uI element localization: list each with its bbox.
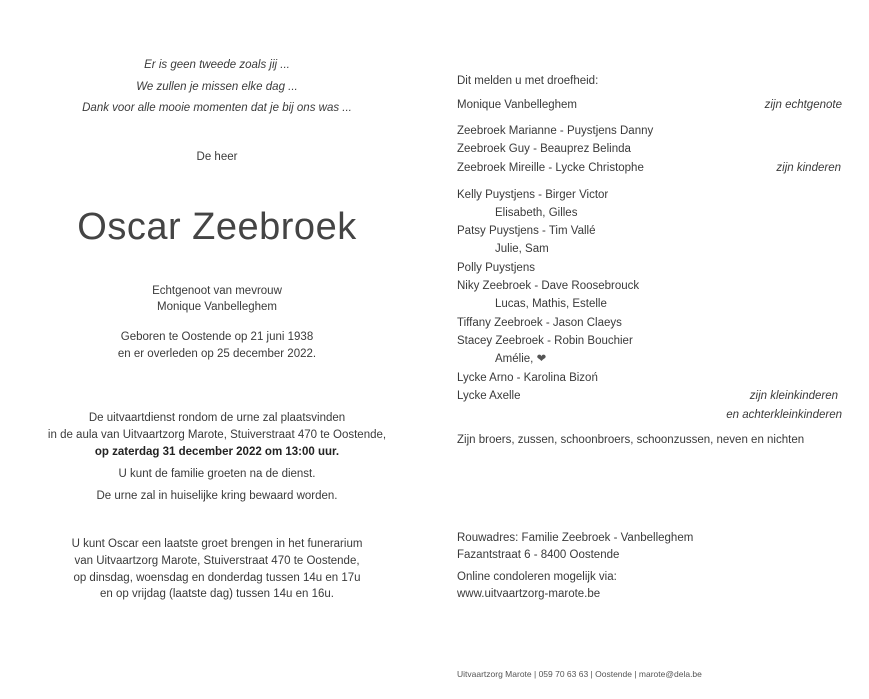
website-link[interactable]: www.uitvaartzorg-marote.be bbox=[457, 588, 601, 600]
spouse-label: zijn echtgenote bbox=[764, 99, 842, 111]
grandchild-line: Niky Zeebroek - Dave Roosebrouck bbox=[457, 280, 640, 292]
salutation: De heer bbox=[196, 151, 238, 163]
heart-icon: ❤ bbox=[536, 353, 547, 365]
grandchild-line: Tiffany Zeebroek - Jason Claeys bbox=[457, 317, 622, 329]
grandchild-line: Lycke Axelle bbox=[457, 390, 521, 402]
great-grandchild-line bbox=[495, 351, 546, 367]
spouse-name: Monique Vanbelleghem bbox=[457, 99, 577, 111]
address-line: Rouwadres: Familie Zeebroek - Vanbelleghem bbox=[457, 532, 694, 544]
visit-line: en op vrijdag (laatste dag) tussen 14u en 16u. bbox=[100, 588, 334, 600]
intro: Dit melden u met droefheid: bbox=[457, 75, 599, 87]
grandchild-line: Patsy Puystjens - Tim Vallé bbox=[457, 225, 596, 237]
grandchild-line: Lycke Arno - Karolina Bizoń bbox=[457, 372, 598, 384]
great-grandchild-line: Lucas, Mathis, Estelle bbox=[495, 298, 607, 310]
footer: Uitvaartzorg Marote | 059 70 63 63 | Oostende | marote@dela.be bbox=[457, 669, 702, 679]
greeting-line: U kunt de familie groeten na de dienst. bbox=[118, 468, 316, 480]
great-grandchildren-label: en achterkleinkinderen bbox=[726, 409, 842, 421]
urn-line: De urne zal in huiselijke kring bewaard worden. bbox=[96, 490, 338, 502]
grandchild-line: Stacey Zeebroek - Robin Bouchier bbox=[457, 335, 633, 347]
deceased-name: Oscar Zeebroek bbox=[77, 206, 357, 248]
children-label: zijn kinderen bbox=[776, 162, 841, 174]
spouse-line: Monique Vanbelleghem bbox=[157, 301, 277, 313]
poem-line: Er is geen tweede zoals jij ... bbox=[144, 59, 290, 71]
service-line: in de aula van Uitvaartzorg Marote, Stuiverstraat 470 te Oostende, bbox=[47, 429, 387, 441]
poem-line: Dank voor alle mooie momenten dat je bij ons was ... bbox=[82, 102, 352, 114]
visit-line: U kunt Oscar een laatste groet brengen in het funerarium bbox=[71, 538, 363, 550]
address-line: Fazantstraat 6 - 8400 Oostende bbox=[457, 549, 620, 561]
grandchildren-label: zijn kleinkinderen bbox=[749, 390, 838, 402]
grandchild-line: Kelly Puystjens - Birger Victor bbox=[457, 189, 609, 201]
great-grandchild-line: Julie, Sam bbox=[495, 243, 549, 255]
great-grandchild-line: Elisabeth, Gilles bbox=[495, 207, 578, 219]
great-grandchild-names: Amélie, bbox=[495, 353, 534, 365]
visit-line: van Uitvaartzorg Marote, Stuiverstraat 470 te Oostende, bbox=[74, 555, 360, 567]
service-line: De uitvaartdienst rondom de urne zal plaatsvinden bbox=[88, 412, 346, 424]
service-date: op zaterdag 31 december 2022 om 13:00 uur. bbox=[94, 446, 340, 458]
poem-line: We zullen je missen elke dag ... bbox=[136, 81, 298, 93]
child-line: Zeebroek Marianne - Puystjens Danny bbox=[457, 125, 654, 137]
death-line: en er overleden op 25 december 2022. bbox=[117, 348, 317, 360]
online-line: Online condoleren mogelijk via: bbox=[457, 571, 617, 583]
grandchild-line: Polly Puystjens bbox=[457, 262, 535, 274]
child-line: Zeebroek Mireille - Lycke Christophe bbox=[457, 162, 644, 174]
siblings-line: Zijn broers, zussen, schoonbroers, schoonzussen, neven en nichten bbox=[457, 434, 805, 446]
birth-line: Geboren te Oostende op 21 juni 1938 bbox=[120, 331, 314, 343]
spouse-line: Echtgenoot van mevrouw bbox=[152, 285, 282, 297]
child-line: Zeebroek Guy - Beauprez Belinda bbox=[457, 143, 631, 155]
visit-line: op dinsdag, woensdag en donderdag tussen 14u en 17u bbox=[73, 572, 361, 584]
